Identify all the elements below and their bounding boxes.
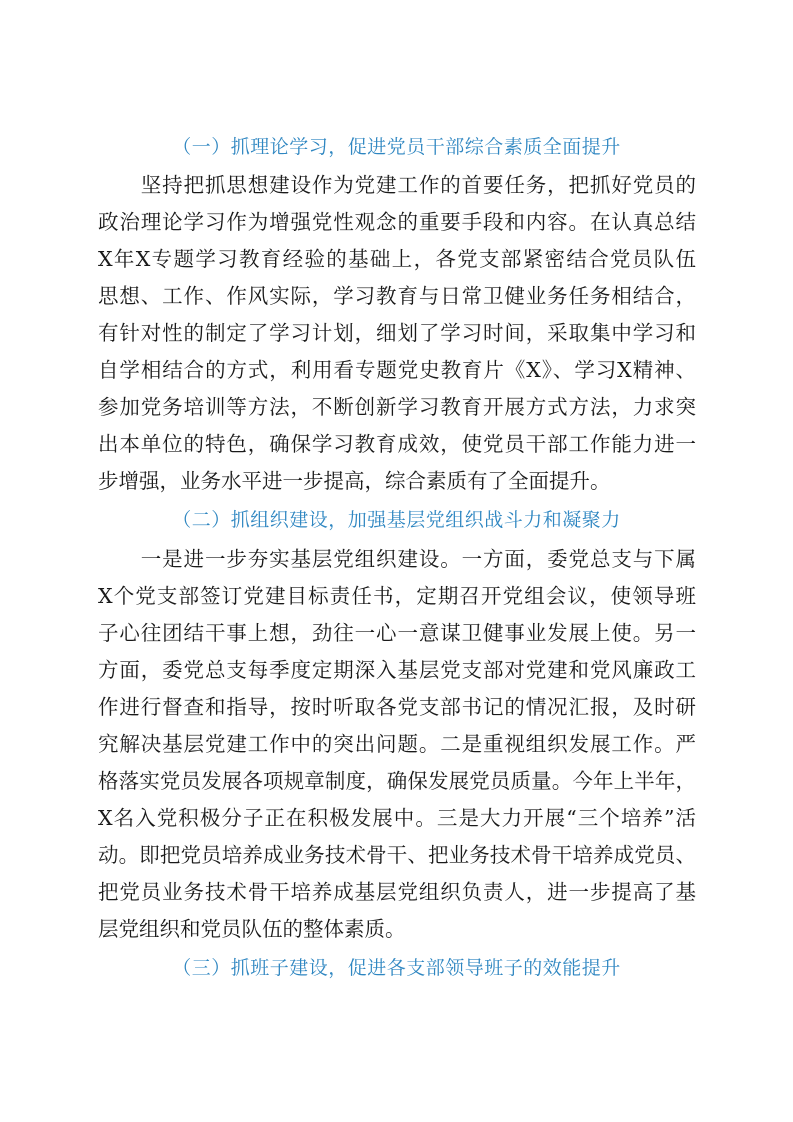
section-1-line: 步增强，业务水平进一步提高，综合素质有了全面提升。 — [98, 469, 611, 493]
section-2-line: X名入党积极分子正在积极发展中。三是大力开展“三个培养”活 — [98, 806, 696, 830]
section-2-line: 格落实党员发展各项规章制度，确保发展党员质量。今年上半年， — [98, 769, 696, 793]
section-1-heading: （一）抓理论学习，促进党员干部综合素质全面提升 — [172, 136, 621, 158]
section-2-line: 子心往团结干事上想，劲往一心一意谋卫健事业发展上使。另一 — [98, 621, 696, 645]
section-1-line: 有针对性的制定了学习计划，细划了学习时间，采取集中学习和 — [98, 321, 696, 345]
section-1-line: 思想、工作、作风实际，学习教育与日常卫健业务任务相结合， — [98, 284, 696, 308]
section-2-line: X个党支部签订党建目标责任书，定期召开党组会议，使领导班 — [98, 584, 696, 608]
section-1-line: 出本单位的特色，确保学习教育成效，使党员干部工作能力进一 — [98, 432, 696, 456]
section-1-line: X年X专题学习教育经验的基础上，各党支部紧密结合党员队伍 — [98, 247, 696, 271]
section-3-heading: （三）抓班子建设，促进各支部领导班子的效能提升 — [172, 957, 621, 979]
section-2-line: 究解决基层党建工作中的突出问题。二是重视组织发展工作。严 — [98, 732, 696, 756]
section-1-line: 政治理论学习作为增强党性观念的重要手段和内容。在认真总结 — [98, 210, 696, 234]
section-2-line: 动。即把党员培养成业务技术骨干、把业务技术骨干培养成党员、 — [98, 843, 696, 867]
section-2-line: 层党组织和党员队伍的整体素质。 — [98, 917, 406, 941]
section-1-line: 坚持把抓思想建设作为党建工作的首要任务，把抓好党员的 — [98, 173, 696, 197]
section-2-heading: （二）抓组织建设，加强基层党组织战斗力和凝聚力 — [172, 509, 621, 531]
section-2-line: 把党员业务技术骨干培养成基层党组织负责人，进一步提高了基 — [98, 880, 696, 904]
section-1-line: 参加党务培训等方法，不断创新学习教育开展方式方法，力求突 — [98, 395, 696, 419]
section-2-line: 方面，委党总支每季度定期深入基层党支部对党建和党风廉政工 — [98, 658, 696, 682]
section-1-line: 自学相结合的方式，利用看专题党史教育片《X》、学习X精神、 — [98, 358, 696, 382]
section-2-line: 一是进一步夯实基层党组织建设。一方面，委党总支与下属 — [98, 547, 696, 571]
section-2-line: 作进行督查和指导，按时听取各党支部书记的情况汇报，及时研 — [98, 695, 696, 719]
